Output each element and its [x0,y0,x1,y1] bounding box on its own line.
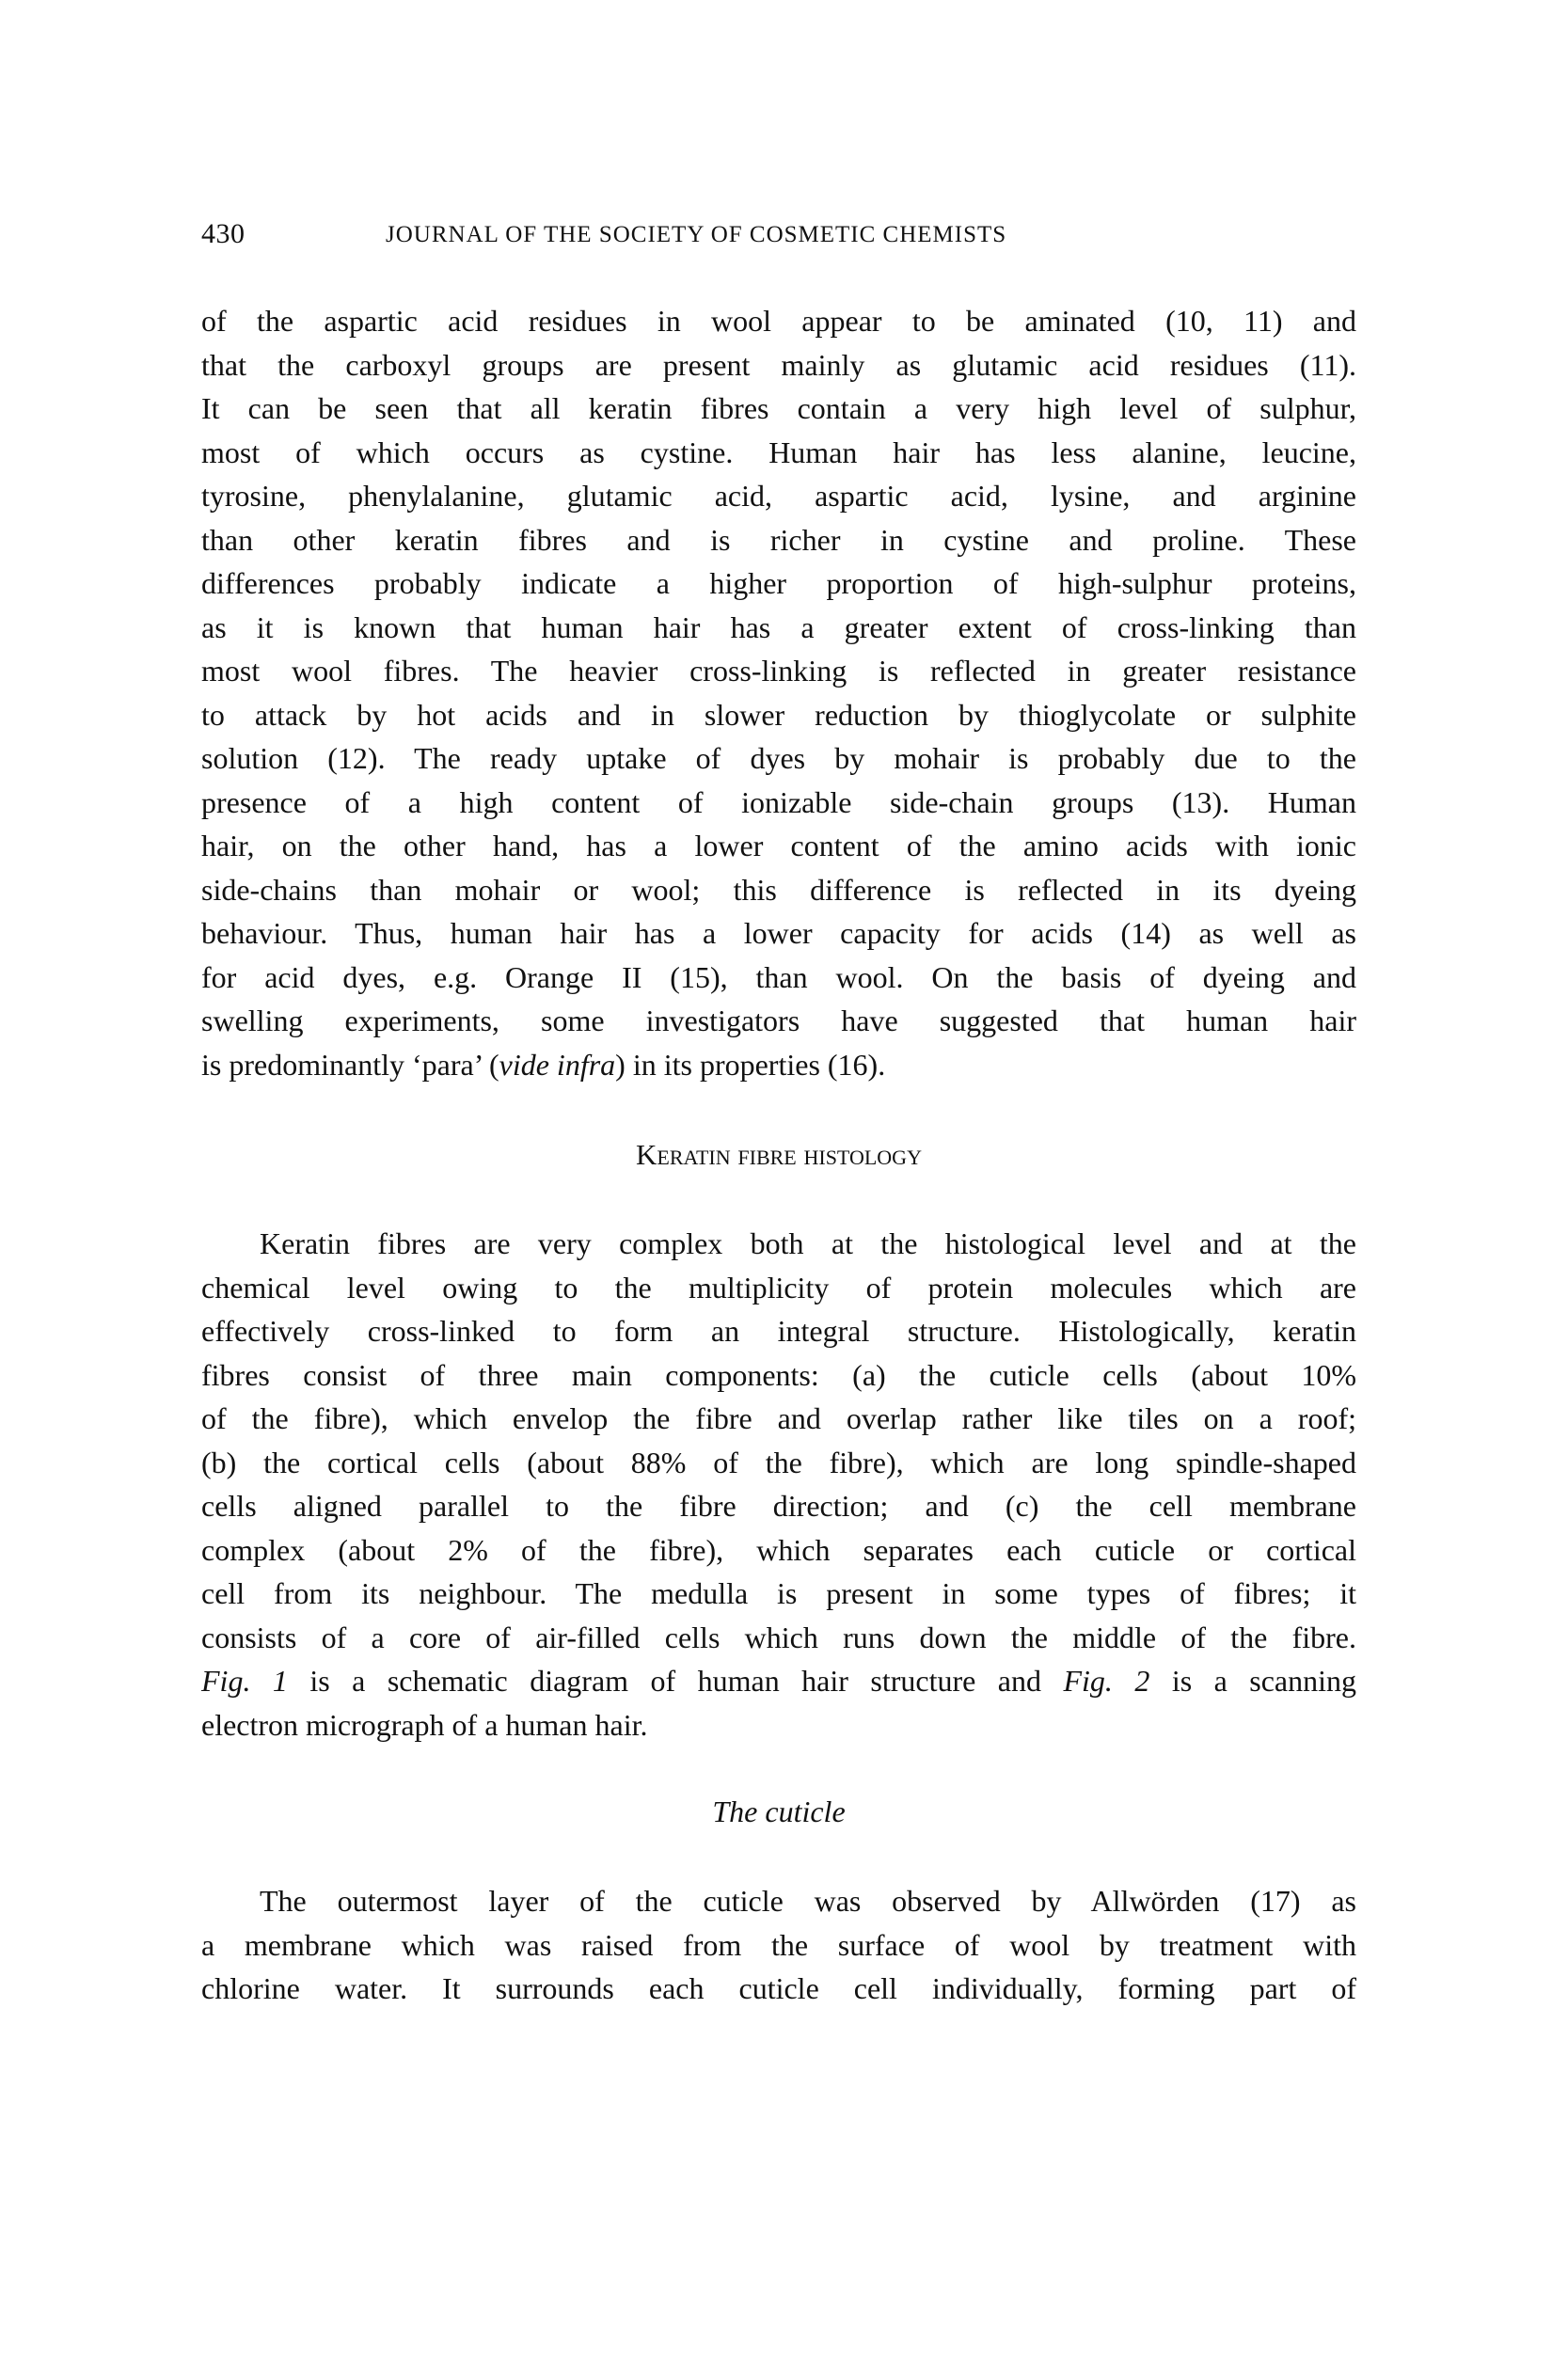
text-segment: cell from its neighbour. The medulla is present in some types of fibres; it [201,1576,1356,1610]
text-line [201,1222,1356,1266]
text-segment: hair, on the other hand, has a lower content of the amino acids with ionic [201,829,1356,862]
text-segment: most of which occurs as cystine. Human hair has less alanine, leucine, [201,435,1356,469]
text-segment: is a schematic diagram of human hair structure and [287,1664,1064,1698]
text-segment: for acid dyes, e.g. Orange II (15), than wool. On the basis of dyeing and [201,959,1356,994]
text-segment: complex (about 2% of the fibre), which separates each cuticle or cortical [201,1532,1356,1567]
text-line [201,343,1356,387]
text-segment: than other keratin fibres and is richer in cystine and proline. These [201,522,1356,557]
text-line [201,474,1356,518]
italic-text: Fig. 1 [201,1664,288,1698]
text-segment: effectively cross-linked to form an integral structure. Histologically, keratin [201,1314,1356,1348]
text-segment: cells aligned parallel to the fibre direction; and (c) the cell membrane [201,1489,1356,1523]
text-segment: to attack by hot acids and in slower reduction by thioglycolate or sulphite [201,697,1356,732]
text-segment: electron micrograph of a human hair. [201,1707,648,1742]
text-line [201,387,1356,431]
text-line [201,1397,1356,1441]
text-segment: tyrosine, phenylalanine, glutamic acid, aspartic acid, lysine, and arginine [201,479,1356,513]
text-segment: swelling experiments, some investigators have suggested that human hair [201,1004,1356,1037]
text-line [201,299,1356,343]
text-segment: Keratin fibres are very complex both at the histological level and at the [260,1226,1356,1260]
text-line [201,999,1356,1043]
text-segment: is a scanning [1149,1664,1357,1698]
text-line [201,561,1356,606]
text-segment: a membrane which was raised from the surface of wool by treatment with [201,1927,1356,1962]
body-paragraph [201,299,1356,1086]
text-line [201,1441,1356,1485]
text-segment: differences probably indicate a higher proportion of high-sulphur proteins, [201,566,1356,600]
text-line [201,1043,1356,1087]
text-line [201,1528,1356,1573]
text-segment: It can be seen that all keratin fibres contain a very high level of sulphur, [201,391,1356,425]
text-segment: side-chains than mohair or wool; this difference is reflected in its dyeing [201,872,1356,907]
text-line [201,1967,1356,2011]
text-segment: behaviour. Thus, human hair has a lower capacity for acids (14) as well as [201,916,1356,950]
text-line [201,1266,1356,1310]
text-line [201,1309,1356,1353]
text-line [201,693,1356,737]
text-line [201,606,1356,650]
text-segment: ) in its properties (16). [615,1047,886,1082]
text-segment: consists of a core of air-filled cells which runs down the middle of the fibre. [201,1620,1356,1654]
text-segment: solution (12). The ready uptake of dyes by mohair is probably due to the [201,741,1356,775]
italic-text: vide infra [499,1047,616,1082]
text-segment: presence of a high content of ionizable side-chain groups (13). Human [201,784,1356,819]
text-line [201,649,1356,693]
text-line [201,1484,1356,1528]
text-segment: of the fibre), which envelop the fibre and overlap rather like tiles on a roof; [201,1401,1356,1435]
text-segment: fibres consist of three main components: (a) the cuticle cells (about 10% [201,1357,1356,1392]
text-line [201,1659,1356,1703]
text-line [201,1703,1356,1747]
text-segment: chlorine water. It surrounds each cuticle cell individually, forming part of [201,1971,1356,2005]
text-line [201,1923,1356,1968]
text-line [201,518,1356,562]
text-line [201,824,1356,868]
text-segment: chemical level owing to the multiplicity of protein molecules which are [201,1270,1356,1304]
text-line [201,781,1356,825]
text-line [201,736,1356,781]
text-segment: that the carboxyl groups are present mainly as glutamic acid residues (11). [201,347,1356,382]
text-segment: The outermost layer of the cuticle was observed by Allwörden (17) as [260,1884,1356,1918]
text-line [201,1353,1356,1398]
text-segment: of the aspartic acid residues in wool appear to be aminated (10, 11) and [201,304,1356,338]
body-paragraph [201,1222,1356,1747]
section-heading: Keratin fibre histology [636,1138,922,1171]
text-line [201,956,1356,1000]
body-paragraph [201,1879,1356,2011]
text-segment: is predominantly ‘para’ ( [201,1047,499,1082]
text-line [201,1616,1356,1660]
text-segment: as it is known that human hair has a greater extent of cross-linking than [201,609,1356,644]
text-line [201,1879,1356,1923]
text-line [201,911,1356,956]
text-line [201,868,1356,912]
italic-text: Fig. 2 [1063,1664,1150,1698]
text-line [201,1572,1356,1616]
subsection-heading: The cuticle [712,1795,846,1828]
page-number: 430 [201,218,245,249]
text-segment: (b) the cortical cells (about 88% of the fibre), which are long spindle-shaped [201,1445,1356,1479]
running-head: JOURNAL OF THE SOCIETY OF COSMETIC CHEMISTS [386,222,1007,247]
text-segment: most wool fibres. The heavier cross-linking is reflected in greater resistance [201,654,1356,688]
text-line [201,431,1356,475]
